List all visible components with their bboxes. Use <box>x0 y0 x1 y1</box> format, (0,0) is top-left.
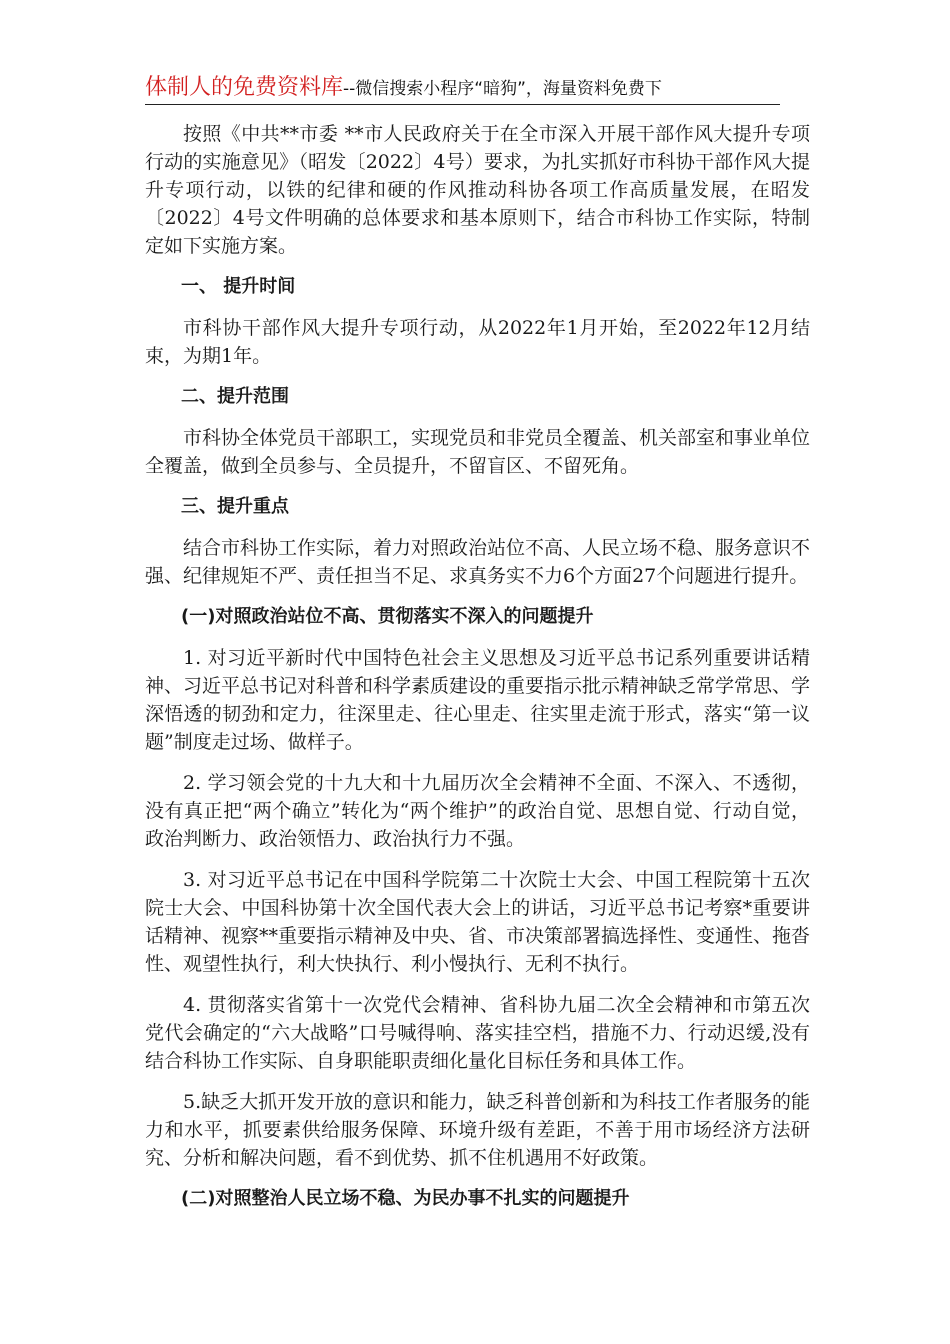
list-item-2: 2. 学习领会党的十九大和十九届历次全会精神不全面、不深入、不透彻，没有真正把“两个确立”转化为“两个维护”的政治自觉、思想自觉、行动自觉，政治判断力、政治领悟力、政治执行力不强。 <box>145 772 810 850</box>
section-2-heading: 二、提升范围 <box>181 386 289 407</box>
header-tagline: --微信搜索小程序“暗狗”，海量资料免费下 <box>343 79 662 99</box>
section-3-heading: 三、提升重点 <box>181 496 289 517</box>
subsection-2-heading: (二)对照整治人民立场不稳、为民办事不扎实的问题提升 <box>181 1188 630 1209</box>
intro-paragraph: 按照《中共**市委 **市人民政府关于在全市深入开展干部作风大提升专项行动的实施意见》（昭发〔2022〕4号）要求，为扎实抓好市科协干部作风大提升专项行动，以铁的纪律和硬的作风推动科协各项工作高质量发展，在昭发〔2022〕4号文件明确的总体要求和基本原则下，结合市科协工作实际，特制定如下实施方案。 <box>145 123 810 257</box>
section-1-heading: 一、 提升时间 <box>181 276 296 297</box>
document-body <box>145 120 810 1226</box>
list-item-5: 5.缺乏大抓开发开放的意识和能力，缺乏科普创新和为科技工作者服务的能力和水平，抓要素供给服务保障、环境升级有差距，不善于用市场经济方法研究、分析和解决问题，看不到优势、抓不住机遇用不好政策。 <box>145 1091 810 1169</box>
section-1-paragraph: 市科协干部作风大提升专项行动，从2022年1月开始，至2022年12月结束，为期1年。 <box>145 317 810 367</box>
list-item-1: 1. 对习近平新时代中国特色社会主义思想及习近平总书记系列重要讲话精神、习近平总书记对科普和科学素质建设的重要指示批示精神缺乏常学常思、学深悟透的韧劲和定力，往深里走、往心里走、往实里走流于形式，落实“第一议题”制度走过场、做样子。 <box>145 647 811 753</box>
section-2-paragraph: 市科协全体党员干部职工，实现党员和非党员全覆盖、机关部室和事业单位全覆盖，做到全员参与、全员提升，不留盲区、不留死角。 <box>145 427 811 477</box>
header-brand: 体制人的免费资料库 <box>145 75 344 100</box>
subsection-1-heading: (一)对照政治站位不高、贯彻落实不深入的问题提升 <box>181 606 594 627</box>
list-item-3: 3. 对习近平总书记在中国科学院第二十次院士大会、中国工程院第十五次院士大会、中国科协第十次全国代表大会上的讲话，习近平总书记考察*重要讲话精神、视察**重要指示精神及中央、省、市决策部署搞选择性、变通性、拖沓性、观望性执行，利大快执行、利小慢执行、无利不执行。 <box>145 869 811 975</box>
page-header <box>145 70 780 105</box>
section-3-paragraph: 结合市科协工作实际，着力对照政治站位不高、人民立场不稳、服务意识不强、纪律规矩不严、责任担当不足、求真务实不力6个方面27个问题进行提升。 <box>145 537 811 587</box>
list-item-4: 4. 贯彻落实省第十一次党代会精神、省科协九届二次全会精神和市第五次党代会确定的“六大战略”口号喊得响、落实挂空档，措施不力、行动迟缓,没有结合科协工作实际、自身职能职责细化量化目标任务和具体工作。 <box>145 994 810 1072</box>
